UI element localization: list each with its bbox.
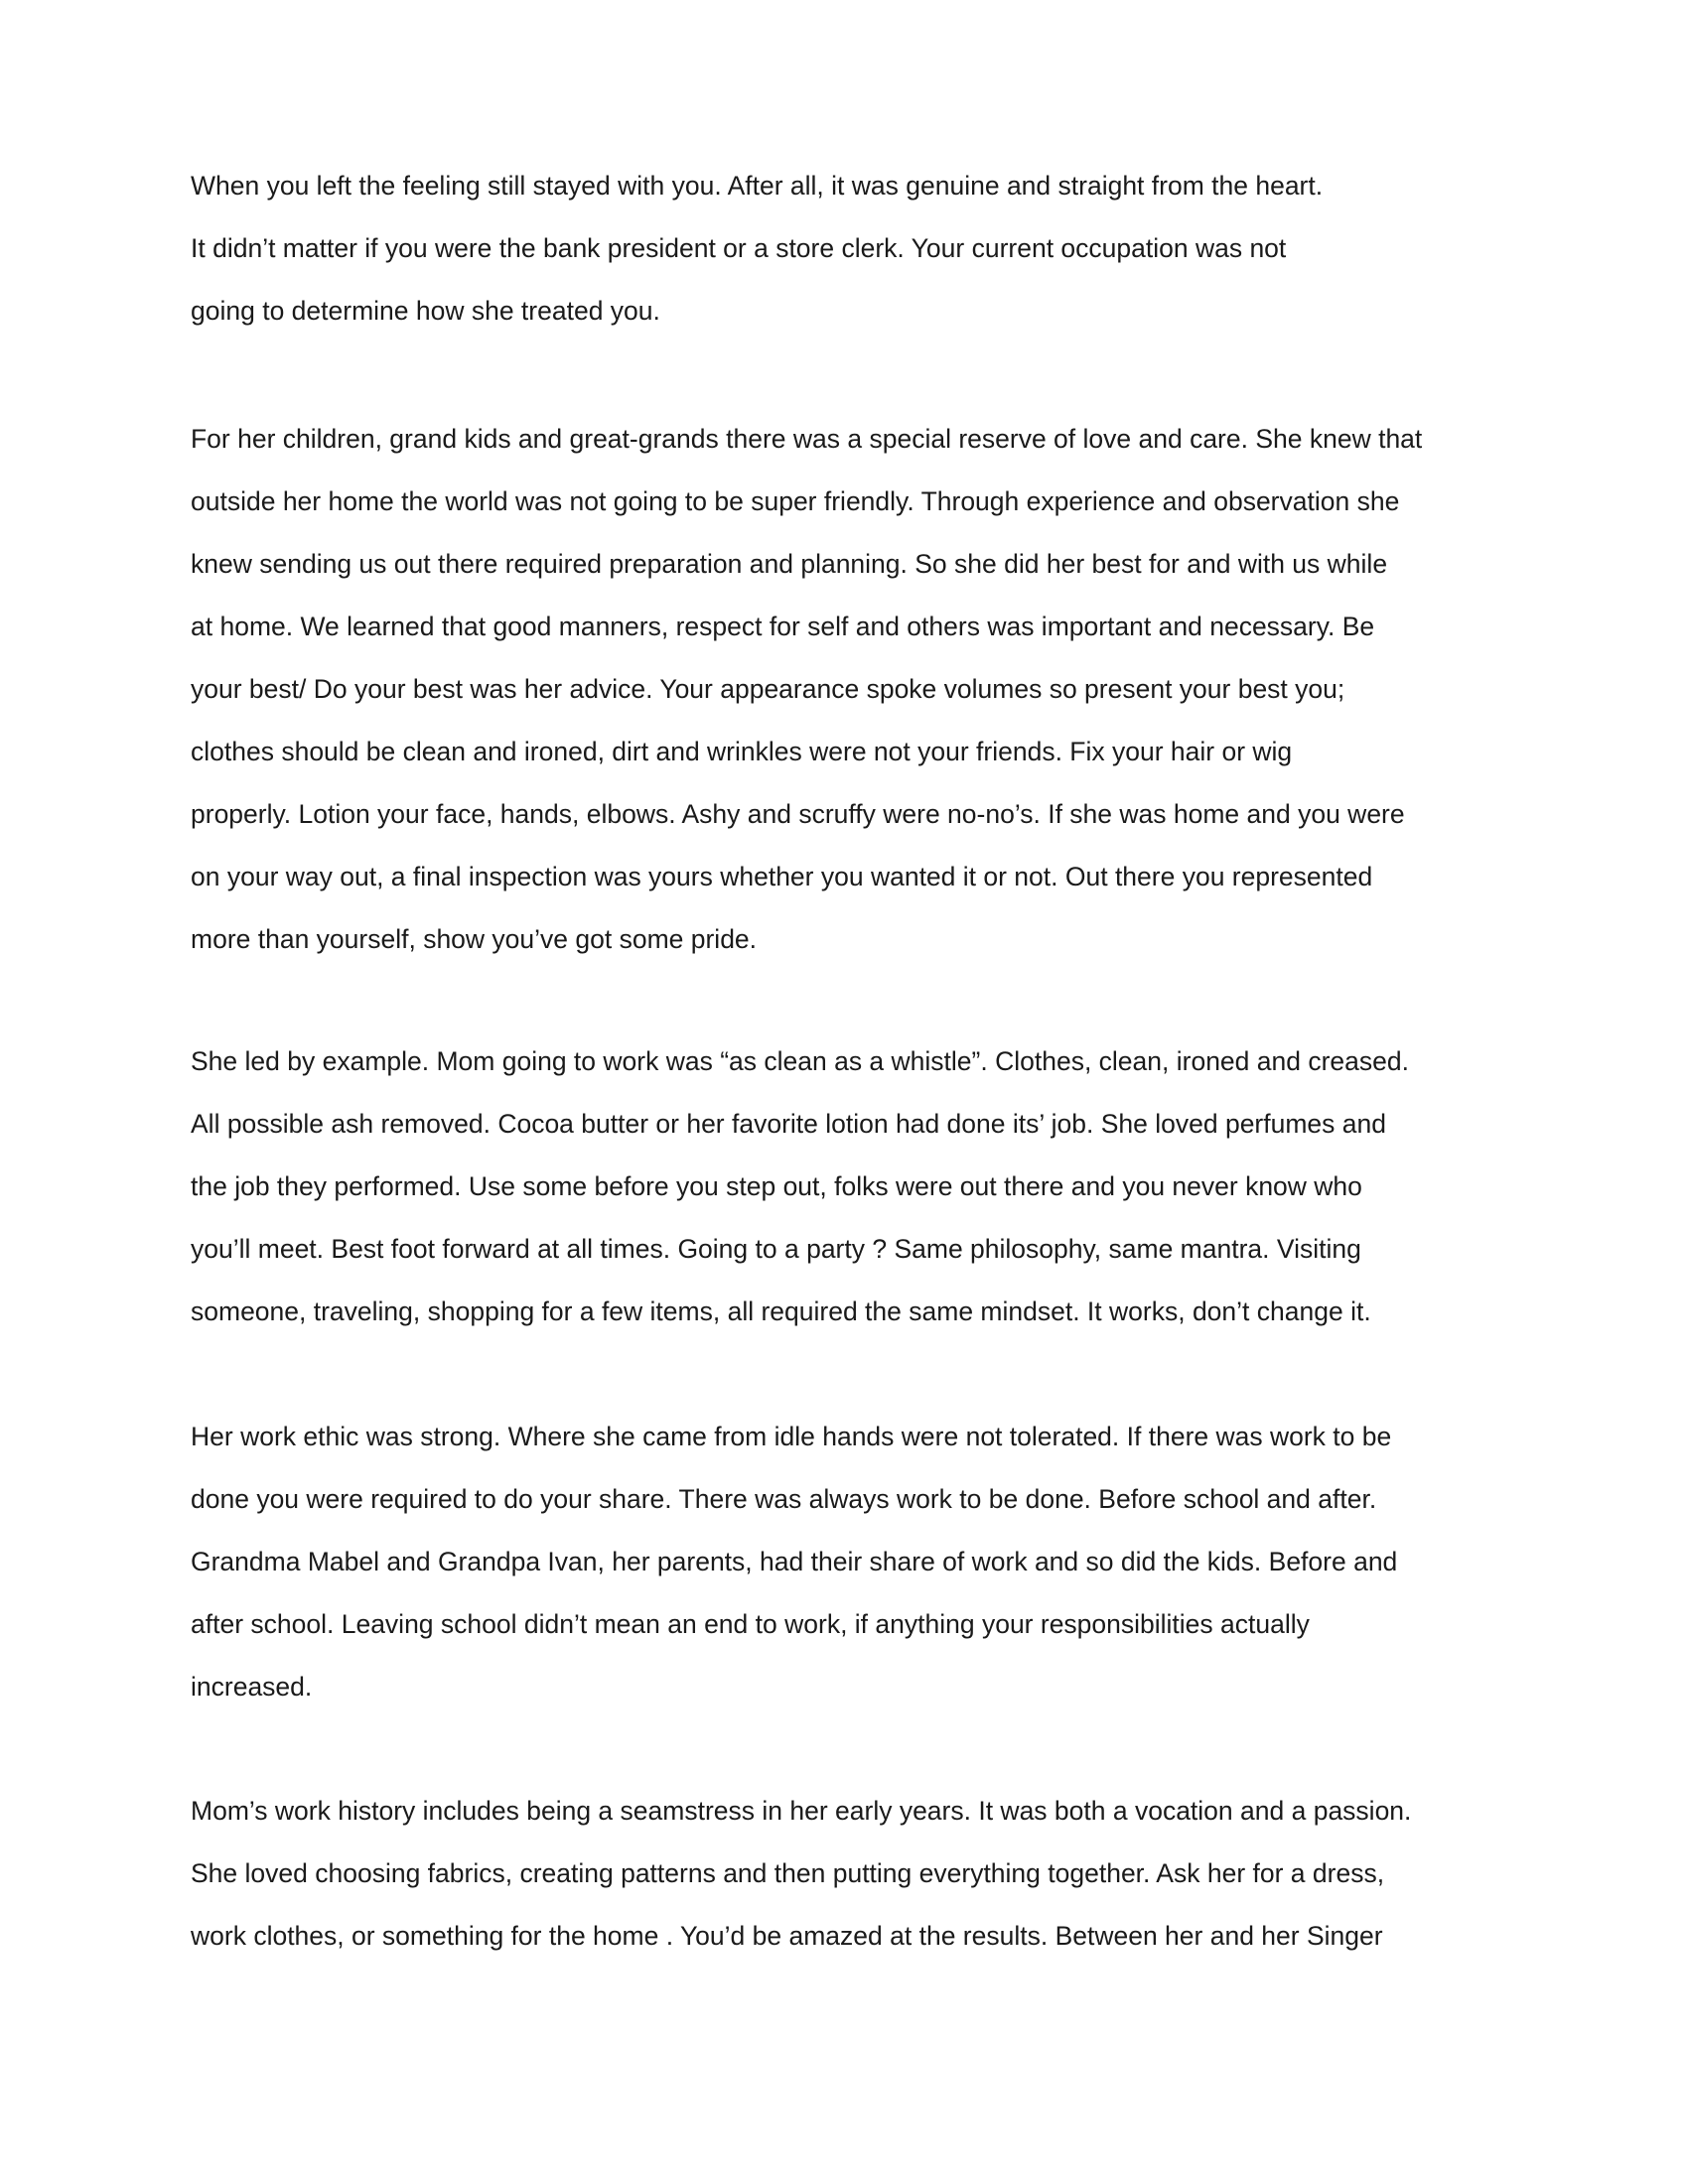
text-line: Mom’s work history includes being a seamstress in her early years. It was both a vocation and a passion. xyxy=(191,1796,1412,1826)
text-line: increased. xyxy=(191,1672,313,1702)
text-line: All possible ash removed. Cocoa butter or her favorite lotion had done its’ job. She loved perfumes and xyxy=(191,1109,1386,1139)
text-line: done you were required to do your share. There was always work to be done. Before school and after. xyxy=(191,1484,1377,1514)
text-line: Her work ethic was strong. Where she came from idle hands were not tolerated. If there was work to be xyxy=(191,1422,1392,1451)
text-line: you’ll meet. Best foot forward at all times. Going to a party ? Same philosophy, same mantra. Visiting xyxy=(191,1234,1361,1264)
paragraph-3 xyxy=(191,1030,1521,1343)
text-line: properly. Lotion your face, hands, elbows. Ashy and scruffy were no-no’s. If she was home and you were xyxy=(191,799,1405,829)
paragraph-4 xyxy=(191,1406,1521,1718)
text-line: She loved choosing fabrics, creating patterns and then putting everything together. Ask her for a dress, xyxy=(191,1858,1385,1888)
text-line: more than yourself, show you’ve got some pride. xyxy=(191,924,758,954)
text-line: work clothes, or something for the home . You’d be amazed at the results. Between her and her Singer xyxy=(191,1921,1383,1951)
text-line: She led by example. Mom going to work was “as clean as a whistle”. Clothes, clean, ironed and creased. xyxy=(191,1046,1409,1076)
paragraph-5 xyxy=(191,1780,1521,1968)
text-line: the job they performed. Use some before you step out, folks were out there and you never know who xyxy=(191,1171,1362,1201)
text-line: clothes should be clean and ironed, dirt and wrinkles were not your friends. Fix your hair or wig xyxy=(191,737,1293,766)
text-line: knew sending us out there required preparation and planning. So she did her best for and with us while xyxy=(191,549,1388,579)
text-line: on your way out, a final inspection was yours whether you wanted it or not. Out there you represented xyxy=(191,862,1373,891)
text-line: For her children, grand kids and great-grands there was a special reserve of love and care. She knew that xyxy=(191,424,1423,454)
paragraph-2 xyxy=(191,408,1521,971)
text-line: When you left the feeling still stayed with you. After all, it was genuine and straight from the heart. xyxy=(191,171,1324,201)
text-line: Grandma Mabel and Grandpa Ivan, her parents, had their share of work and so did the kids. Before and xyxy=(191,1547,1398,1576)
paragraph-1 xyxy=(191,155,1521,342)
text-line: going to determine how she treated you. xyxy=(191,296,660,326)
text-line: someone, traveling, shopping for a few items, all required the same mindset. It works, don’t change it. xyxy=(191,1297,1371,1326)
text-line: after school. Leaving school didn’t mean an end to work, if anything your responsibilities actually xyxy=(191,1609,1310,1639)
text-line: at home. We learned that good manners, respect for self and others was important and necessary. Be xyxy=(191,612,1375,641)
text-line: outside her home the world was not going to be super friendly. Through experience and observation she xyxy=(191,486,1400,516)
text-line: your best/ Do your best was her advice. Your appearance spoke volumes so present your best you; xyxy=(191,674,1345,704)
text-line: It didn’t matter if you were the bank president or a store clerk. Your current occupation was not xyxy=(191,233,1287,263)
